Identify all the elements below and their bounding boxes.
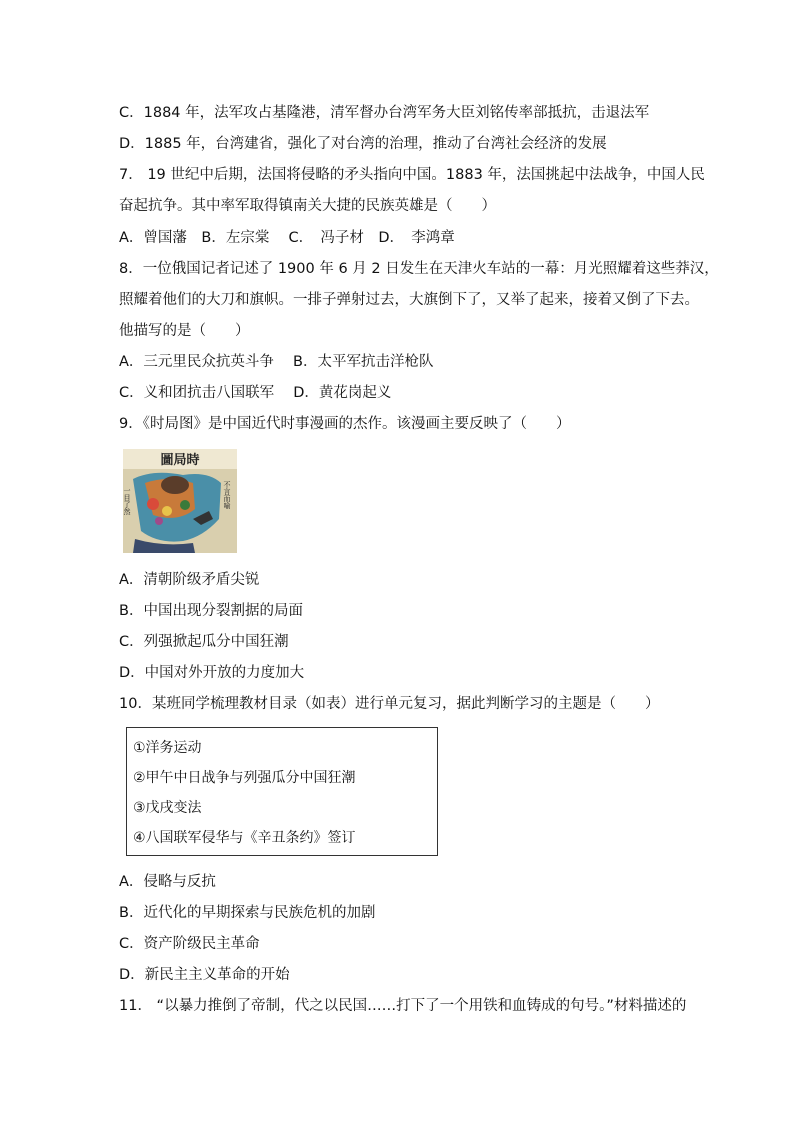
question-8-line-2: 照耀着他们的大刀和旗帜。一排子弹射过去，大旗倒下了，又举了起来，接着又倒了下去。: [119, 292, 699, 308]
table-item: ②甲午中日战争与列强瓜分中国狂潮: [133, 770, 356, 786]
option-c-q6: C．1884 年，法军攻占基隆港，清军督办台湾军务大臣刘铭传率部抵抗，击退法军: [119, 105, 650, 121]
question-9-option-b: B．中国出现分裂割据的局面: [119, 603, 303, 619]
question-9-option-a: A．清朝阶级矛盾尖锐: [119, 572, 260, 588]
question-11-stem: 11． “以暴力推倒了帝制，代之以民国……打下了一个用铁和血铸成的句号。”材料描述的: [119, 998, 687, 1014]
question-7-options: A．曾国藩 B．左宗棠 C． 冯子材 D． 李鸿章: [119, 230, 455, 246]
question-10-stem: 10．某班同学梳理教材目录（如表）进行单元复习，据此判断学习的主题是（ ）: [119, 696, 660, 712]
cartoon-right-text: 不言而喻: [223, 481, 231, 509]
question-10-option-b: B．近代化的早期探索与民族危机的加剧: [119, 905, 376, 921]
question-10-option-c: C．资产阶级民主革命: [119, 936, 260, 952]
question-9-option-d: D．中国对外开放的力度加大: [119, 665, 305, 681]
table-item: ③戊戌变法: [133, 800, 202, 816]
cartoon-title: 圖局時: [160, 453, 200, 468]
question-8-options-ab: A．三元里民众抗英斗争 B．太平军抗击洋枪队: [119, 354, 434, 370]
question-9-option-c: C．列强掀起瓜分中国狂潮: [119, 634, 289, 650]
shiju-cartoon-image: [123, 449, 237, 553]
question-7-line-2: 奋起抗争。其中率军取得镇南关大捷的民族英雄是（ ）: [119, 198, 496, 214]
textbook-contents-table: [126, 727, 438, 856]
question-10-option-d: D．新民主主义革命的开始: [119, 967, 290, 983]
question-8-options-cd: C．义和团抗击八国联军 D．黄花岗起义: [119, 385, 392, 401]
question-10-option-a: A．侵略与反抗: [119, 874, 216, 890]
question-8-line-3: 他描写的是（ ）: [119, 323, 250, 339]
question-9-stem: 9．《时局图》是中国近代时事漫画的杰作。该漫画主要反映了（ ）: [119, 416, 571, 432]
question-7-line-1: 7． 19 世纪中后期，法国将侵略的矛头指向中国。1883 年，法国挑起中法战争，中国人民: [119, 167, 705, 183]
table-item: ④八国联军侵华与《辛丑条约》签订: [133, 830, 356, 846]
table-item: ①洋务运动: [133, 740, 202, 756]
option-d-q6: D．1885 年，台湾建省，强化了对台湾的治理，推动了台湾社会经济的发展: [119, 136, 607, 152]
cartoon-left-text: 一目了然: [123, 487, 131, 515]
question-8-line-1: 8．一位俄国记者记述了 1900 年 6 月 2 日发生在天津火车站的一幕：月光照耀着这些莽汉，: [119, 261, 719, 277]
